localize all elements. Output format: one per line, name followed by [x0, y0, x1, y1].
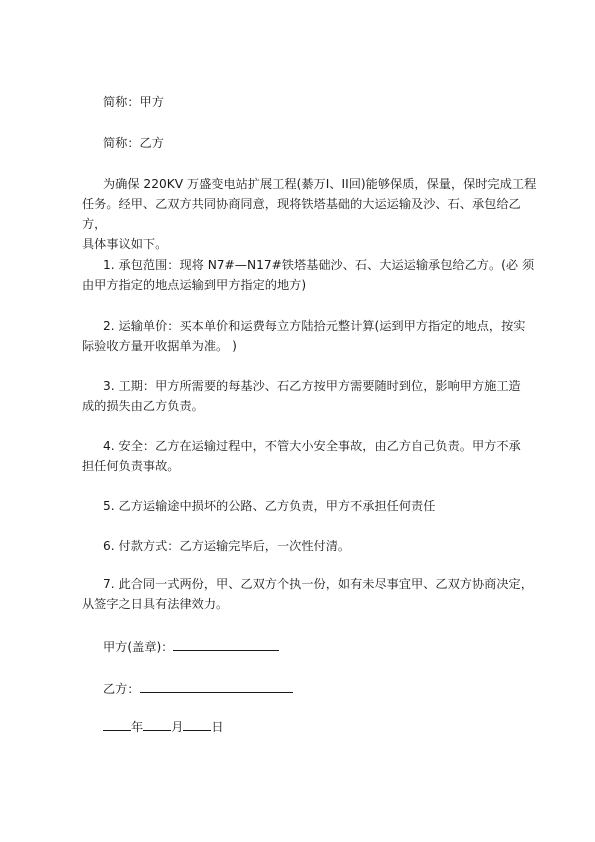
intro-line: 具体事议如下。	[82, 237, 168, 251]
party-a-signature	[82, 636, 542, 657]
day-blank	[183, 716, 211, 731]
month-blank	[143, 716, 171, 731]
intro-line: 为确保 220KV 万盛变电站扩展工程(綦万I、II回)能够保质，保量，保时完成工程	[103, 177, 537, 191]
month-label: 月	[171, 720, 184, 734]
party-b-signature	[82, 678, 542, 699]
party-a-short-name: 简称：甲方	[103, 95, 164, 109]
intro-paragraph	[82, 174, 542, 254]
clause-3: 3. 工期：甲方所需要的每基沙、石乙方按甲方需要随时到位，影响甲方施工造 成的损失由乙方负责。	[82, 379, 521, 413]
party-b-signature-label: 乙方：	[103, 682, 140, 696]
party-b-short-name: 简称：乙方	[103, 136, 164, 150]
year-blank	[103, 716, 131, 731]
party-a-signature-line	[173, 636, 279, 651]
intro-line: 任务。经甲、乙双方共同协商同意，现将铁塔基础的大运运输及沙、石、承包给乙方，	[82, 197, 521, 231]
party-b-signature-line	[140, 678, 293, 693]
clause-1: 1. 承包范围：现将 N7#—N17#铁塔基础沙、石、大运运输承包给乙方。(必 须 由甲方指定的地点运输到甲方指定的地方)	[82, 258, 535, 292]
clause-4: 4. 安全：乙方在运输过程中，不管大小安全事故，由乙方自己负责。甲方不承 担任何负责事故。	[82, 439, 521, 473]
clause-5: 5. 乙方运输途中损坏的公路、乙方负责，甲方不承担任何责任	[103, 499, 436, 513]
day-label: 日	[211, 720, 224, 734]
signing-date	[82, 716, 542, 737]
clause-7: 7. 此合同一式两份，甲、乙双方个执一份，如有未尽事宜甲、乙双方协商决定， 从签字之日具有法律效力。	[82, 577, 533, 611]
clause-2: 2. 运输单价：买本单价和运费每立方陆拾元整计算(运到甲方指定的地点，按实 际验收方量开收据单为准。 )	[82, 319, 526, 353]
party-a-signature-label: 甲方(盖章)：	[103, 640, 174, 654]
clause-6: 6. 付款方式：乙方运输完毕后，一次性付清。	[103, 539, 351, 553]
year-label: 年	[131, 720, 144, 734]
